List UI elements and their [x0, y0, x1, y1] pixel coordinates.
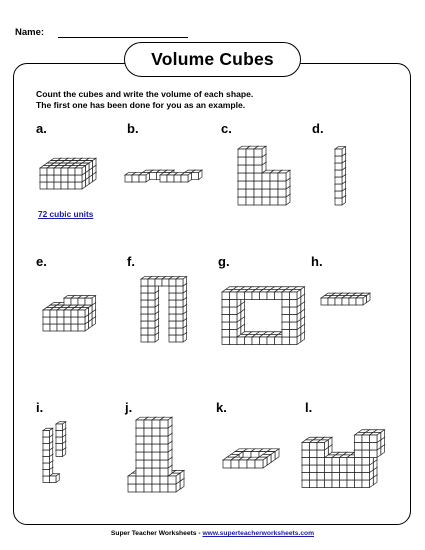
problem-label-h: h.: [311, 254, 323, 269]
problem-label-k: k.: [216, 400, 227, 415]
cube-figure-k: [220, 430, 286, 466]
cube-figure-d: [332, 138, 358, 208]
footer-brand: Super Teacher Worksheets: [110, 530, 197, 537]
cube-figure-l: [300, 418, 398, 488]
page-title: Volume Cubes: [124, 42, 301, 77]
problem-label-j: j.: [125, 400, 133, 415]
cube-figure-b: [122, 147, 212, 187]
problem-label-g: g.: [218, 254, 230, 269]
footer-link[interactable]: www.superteacherworksheets.com: [202, 530, 315, 537]
footer-separator: -: [196, 530, 203, 537]
cube-figure-j: [126, 412, 196, 492]
name-field[interactable]: [58, 37, 188, 38]
cube-figure-f: [138, 267, 194, 343]
problem-label-i: i.: [36, 400, 44, 415]
problem-label-a: a.: [36, 121, 47, 136]
instruction-line-1: Count the cubes and write the volume of each shape.: [36, 89, 254, 99]
cube-figure-c: [236, 135, 302, 207]
cube-figure-a: [38, 138, 110, 198]
cube-figure-i: [40, 418, 86, 484]
problem-label-f: f.: [127, 254, 135, 269]
problem-label-b: b.: [127, 121, 139, 136]
answer-a: 72 cubic units: [38, 209, 94, 219]
problem-label-d: d.: [312, 121, 324, 136]
instruction-line-2: The first one has been done for you as an example.: [36, 100, 246, 110]
cube-figure-e: [40, 270, 118, 334]
name-label: Name:: [15, 27, 45, 38]
problem-label-e: e.: [36, 254, 47, 269]
footer: [0, 530, 425, 537]
cube-figure-g: [220, 265, 310, 345]
problem-label-c: c.: [221, 121, 232, 136]
cube-figure-h: [318, 280, 378, 304]
problem-label-l: l.: [305, 400, 313, 415]
